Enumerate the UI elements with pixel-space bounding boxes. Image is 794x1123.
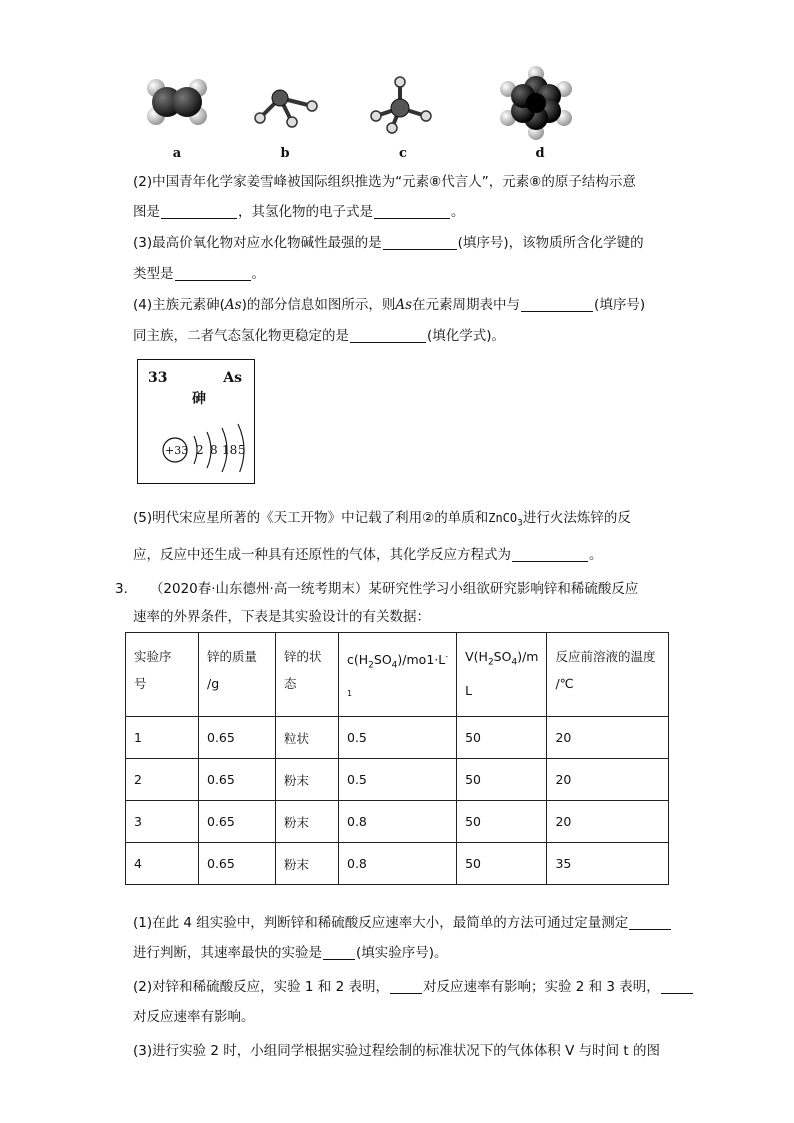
element-symbol: As [223,370,242,386]
q2-line2: 图是 ，其氢化物的电子式是 。 [133,204,465,220]
answer-blank[interactable] [383,235,457,250]
table-header-cell: 反应前溶液的温度 /℃ [547,633,669,717]
sub2-line2: 对反应速率有影响。 [133,1009,255,1025]
answer-blank[interactable] [374,204,450,219]
ball-stick-water-icon [250,88,322,130]
shell-4: 5 [238,443,246,457]
shell-2: 8 [210,443,218,457]
sub3-line1: (3)进行实验 2 时，小组同学根据实验过程绘制的标准状况下的气体体积 V 与时间 t 的图 [133,1043,660,1059]
shell-3: 18 [222,443,238,457]
table-header-cell: $V(H_2SO_4)/m$ L [457,633,547,717]
answer-blank[interactable] [350,328,426,343]
question3-title-line2: 速率的外界条件，下表是其实验设计的有关数据： [133,609,430,625]
table-header-cell: $c(H_2SO_4)/mo1\cdot L^-$ $^1$ [339,633,457,717]
sub1-line2: 进行判断，其速率最快的实验是 (填实验序号)。 [133,945,448,961]
ball-stick-methane-icon [368,74,434,136]
table-header-cell: 锌的质量 /g [199,633,276,717]
molecule-c [368,74,434,136]
space-filling-ethylene-icon [143,78,211,126]
molecule-label-d: d [535,146,545,161]
answer-blank[interactable] [161,204,237,219]
sub2-line1: (2)对锌和稀硫酸反应，实验 1 和 2 表明， 对反应速率有影响；实验 2 和 3 表明， [133,977,694,997]
space-filling-benzene-icon [500,66,572,140]
table-row: 3 0.65 粉末 0.8 50 20 [126,801,669,843]
table-header-cell: 锌的状 态 [276,633,339,717]
table-row: 2 0.65 粉末 0.5 50 20 [126,759,669,801]
answer-blank[interactable] [521,297,593,312]
q5-line1: (5)明代宋应星所著的《天工开物》中记载了利用②的单质和ZnCO$_3$进行火法炼锌的反 [133,510,631,529]
q4-line2: 同主族，二者气态氢化物更稳定的是 (填化学式)。 [133,328,506,344]
answer-blank[interactable] [661,979,693,994]
atomic-number: 33 [148,370,168,386]
molecule-a [143,78,211,126]
molecule-b [250,88,322,130]
q3-line2: 类型是 。 [133,266,265,282]
q2-line1: (2)中国青年化学家姜雪峰被国际组织推选为“元素⑧代言人”，元素⑧的原子结构示意 [133,174,636,190]
molecule-label-b: b [280,146,290,161]
experiment-table [125,632,669,885]
sub1-line1: (1)在此 4 组实验中，判断锌和稀硫酸反应速率大小，最简单的方法可通过定量测定 [133,913,672,933]
table-header-cell: 实验序 号 [126,633,199,717]
molecule-d [500,66,572,140]
table-row: 4 0.65 粉末 0.8 50 35 [126,843,669,885]
answer-blank[interactable] [390,979,422,994]
q5-line2: 应，反应中还生成一种具有还原性的气体，其化学反应方程式为 。 [133,547,603,563]
q4-line1: (4)主族元素砷(As)的部分信息如图所示，则As在元素周期表中与 (填序号) [133,297,646,313]
table-header-row [126,633,669,717]
answer-blank[interactable] [323,945,355,960]
answer-blank[interactable] [629,915,671,930]
molecule-label-c: c [399,146,407,161]
nucleus-charge: +33 [165,444,189,457]
question3-title: 3. （2020春·山东德州·高一统考期末）某研究性学习小组欲研究影响锌和稀硫酸反应 [115,581,639,597]
shell-1: 2 [196,443,204,457]
arsenic-element-card [137,359,255,484]
answer-blank[interactable] [512,547,588,562]
table-row: 1 0.65 粒状 0.5 50 20 [126,717,669,759]
element-name: 砷 [192,391,206,407]
molecule-label-a: a [172,146,182,161]
q3-line1: (3)最高价氧化物对应水化物碱性最强的是 (填序号)，该物质所含化学键的 [133,235,644,251]
answer-blank[interactable] [175,266,251,281]
